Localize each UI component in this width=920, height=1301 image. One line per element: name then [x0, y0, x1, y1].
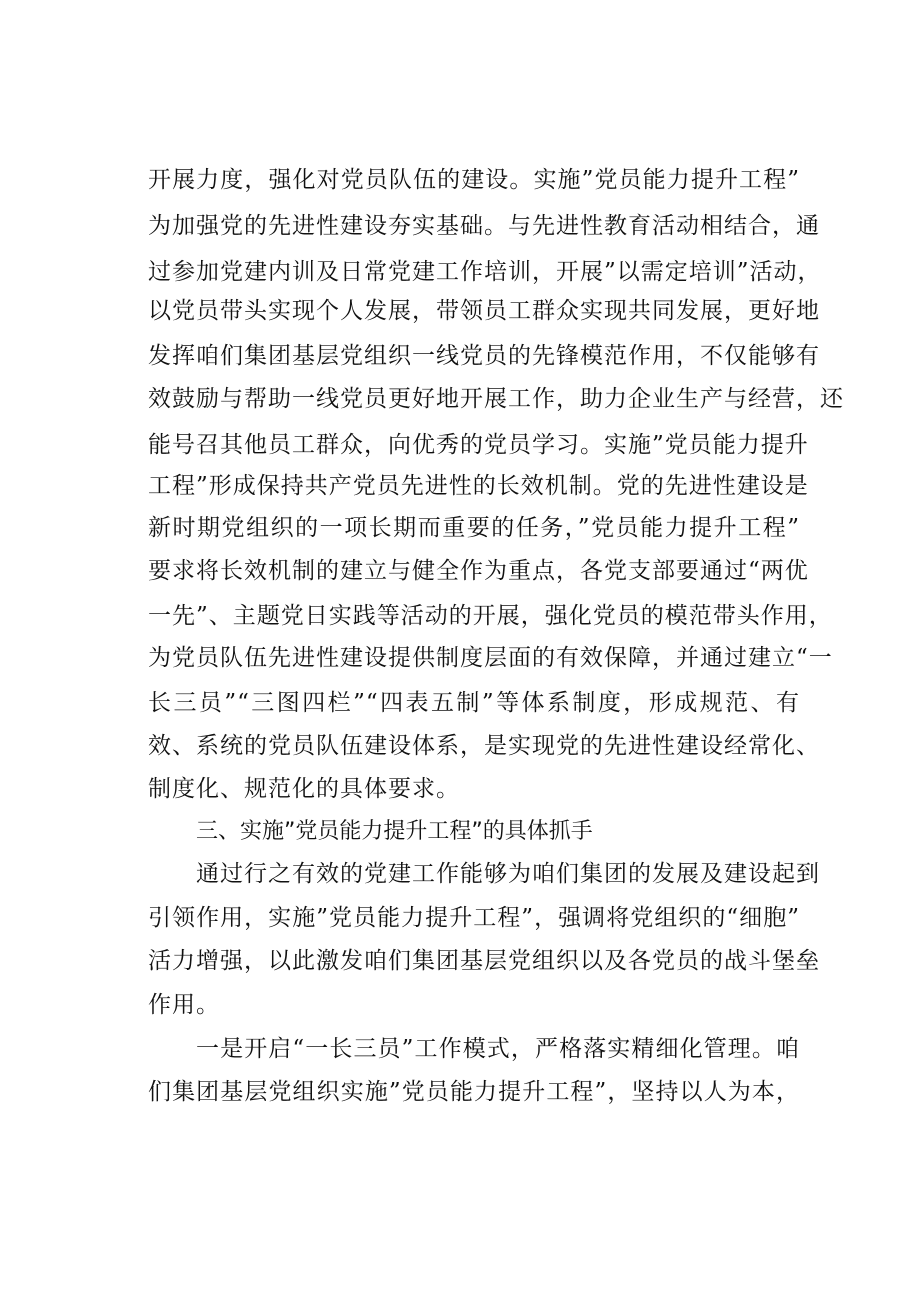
paragraph-1-line-2: 为加强党的先进性建设夯实基础。与先进性教育活动相结合，通: [148, 213, 820, 239]
paragraph-1-line-3: 过参加党建内训及日常党建工作培训，开展”以需定培训”活动，: [148, 259, 822, 285]
paragraph-1-line-9: 新时期党组织的一项长期而重要的任务，”党员能力提升工程”: [148, 515, 800, 541]
paragraph-1-line-1: 开展力度，强化对党员队伍的建设。实施”党员能力提升工程”: [148, 167, 800, 193]
paragraph-1-line-8: 工程”形成保持共产党员先进性的长效机制。党的先进性建设是: [148, 473, 809, 499]
paragraph-2-line-1: 通过行之有效的党建工作能够为咱们集团的发展及建设起到: [196, 861, 820, 887]
paragraph-1-line-7: 能号召其他员工群众，向优秀的党员学习。实施”党员能力提升: [148, 432, 809, 458]
paragraph-1-line-13: 长三员”“三图四栏”“四表五制”等体系制度，形成规范、有: [148, 690, 800, 716]
paragraph-1-line-15: 制度化、规范化的具体要求。: [148, 776, 460, 802]
paragraph-3-line-1: 一是开启“一长三员”工作模式，严格落实精细化管理。咱: [196, 1036, 800, 1062]
paragraph-1-line-10: 要求将长效机制的建立与健全作为重点，各党支部要通过“两优: [148, 558, 809, 584]
paragraph-1-line-5: 发挥咱们集团基层党组织一线党员的先锋模范作用，不仅能够有: [148, 343, 820, 369]
paragraph-1-line-4: 以党员带头实现个人发展，带领员工群众实现共同发展，更好地: [148, 298, 820, 324]
paragraph-3-line-2: 们集团基层党组织实施”党员能力提升工程”，坚持以人为本，: [148, 1079, 800, 1105]
paragraph-1-line-6: 效鼓励与帮助一线党员更好地开展工作，助力企业生产与经营，还: [148, 386, 844, 412]
paragraph-2-line-3: 活力增强，以此激发咱们集团基层党组织以及各党员的战斗堡垒: [148, 948, 820, 974]
paragraph-2-line-4: 作用。: [148, 992, 220, 1018]
paragraph-2-line-2: 引领作用，实施”党员能力提升工程”，强调将党组织的“细胞”: [148, 905, 800, 931]
paragraph-1-line-14: 效、系统的党员队伍建设体系，是实现党的先进性建设经常化、: [148, 733, 820, 759]
paragraph-1-line-11: 一先”、主题党日实践等活动的开展，强化党员的模范带头作用，: [148, 603, 833, 629]
paragraph-1-line-12: 为党员队伍先进性建设提供制度层面的有效保障，并通过建立“一: [148, 645, 833, 671]
section-heading: 三、实施”党员能力提升工程”的具体抓手: [196, 819, 593, 844]
